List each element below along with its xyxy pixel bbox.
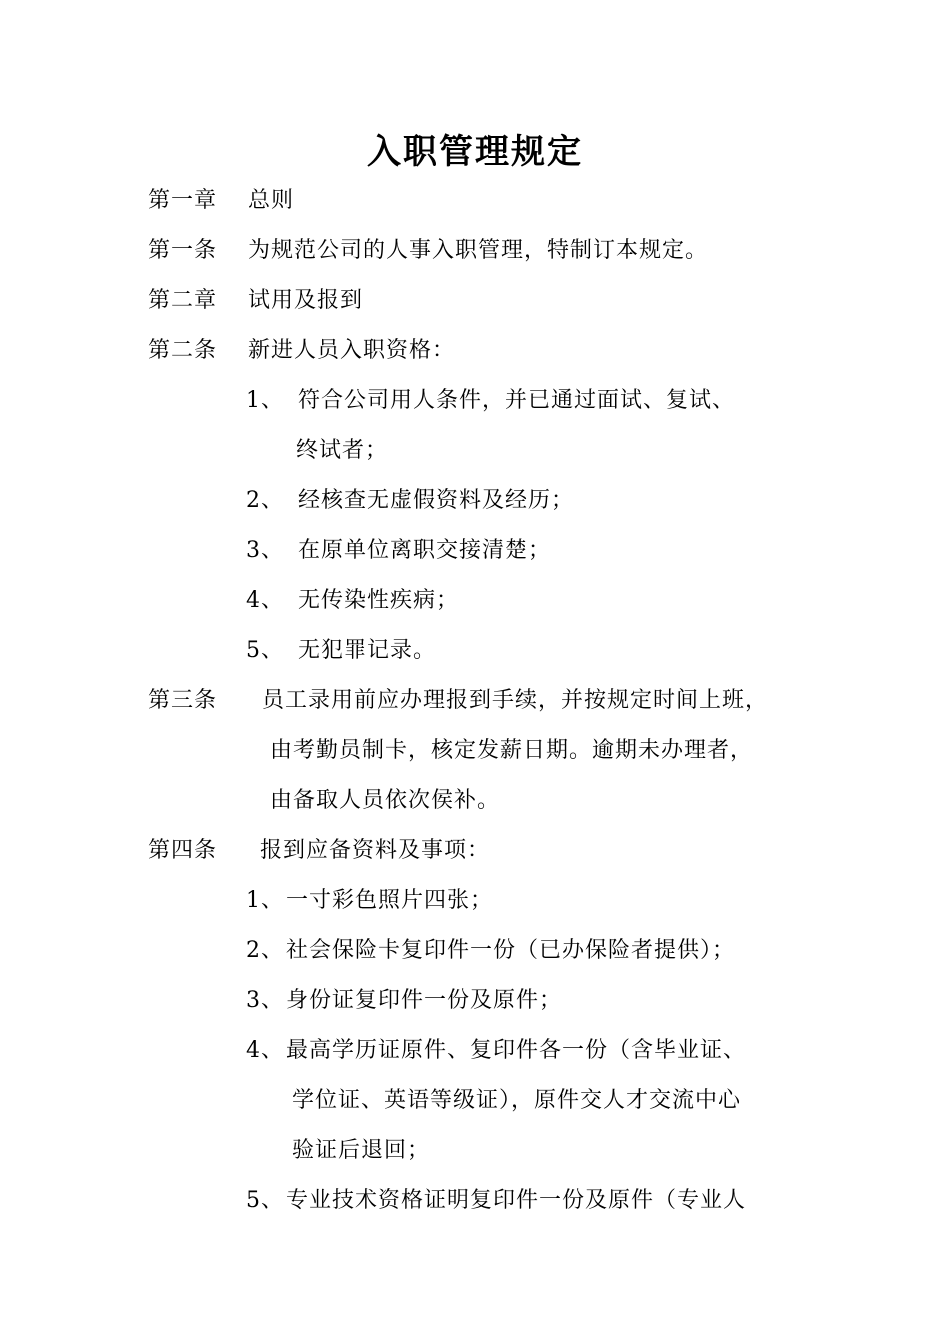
article-4-item-4-number: 4、 xyxy=(246,1038,284,1063)
article-2-item-1-number: 1、 xyxy=(246,388,284,413)
article-3-line-3: 由备取人员依次侯补。 xyxy=(270,788,501,813)
article-4-item-4-line-3: 验证后退回； xyxy=(292,1138,431,1163)
article-4-item-2-number: 2、 xyxy=(246,938,284,963)
article-4-item-1-number: 1、 xyxy=(246,888,284,913)
article-2-item-3-line-1: 在原单位离职交接清楚； xyxy=(298,538,552,563)
article-4-item-1-line-1: 一寸彩色照片四张； xyxy=(286,888,494,913)
article-3-line-2: 由考勤员制卡，核定发薪日期。逾期未办理者， xyxy=(270,738,754,763)
article-4-item-4-line-2: 学位证、英语等级证），原件交人才交流中心 xyxy=(292,1088,742,1113)
article-2-item-5-number: 5、 xyxy=(246,638,284,663)
article-1-label: 第一条 xyxy=(148,238,218,263)
article-4-item-4-line-1: 最高学历证原件、复印件各一份（含毕业证、 xyxy=(286,1038,747,1063)
article-4-item-5-number: 5、 xyxy=(246,1188,284,1213)
chapter-1-label: 第一章 xyxy=(148,188,218,213)
article-2-item-4-line-1: 无传染性疾病； xyxy=(298,588,460,613)
document-title: 入职管理规定 xyxy=(367,132,583,172)
article-2-item-2-number: 2、 xyxy=(246,488,284,513)
article-4-item-3-number: 3、 xyxy=(246,988,284,1013)
article-2-intro: 新进人员入职资格： xyxy=(248,338,456,363)
article-2-item-2-line-1: 经核查无虚假资料及经历； xyxy=(298,488,575,513)
article-3-label: 第三条 xyxy=(148,688,218,713)
article-2-label: 第二条 xyxy=(148,338,218,363)
article-2-item-5-line-1: 无犯罪记录。 xyxy=(298,638,437,663)
chapter-1-title: 总则 xyxy=(248,188,295,213)
article-2-item-1-line-2: 终试者； xyxy=(296,438,389,463)
article-4-label: 第四条 xyxy=(148,838,218,863)
article-4-item-3-line-1: 身份证复印件一份及原件； xyxy=(286,988,563,1013)
chapter-2-title: 试用及报到 xyxy=(248,288,364,313)
article-2-item-4-number: 4、 xyxy=(246,588,284,613)
article-1-text: 为规范公司的人事入职管理，特制订本规定。 xyxy=(248,238,709,263)
article-2-item-1-line-1: 符合公司用人条件，并已通过面试、复试、 xyxy=(298,388,736,413)
article-4-item-5-line-1: 专业技术资格证明复印件一份及原件（专业人 xyxy=(286,1188,747,1213)
article-3-line-1: 员工录用前应办理报到手续，并按规定时间上班， xyxy=(262,688,769,713)
article-4-intro: 报到应备资料及事项： xyxy=(260,838,491,863)
chapter-2-label: 第二章 xyxy=(148,288,218,313)
article-4-item-2-line-1: 社会保险卡复印件一份（已办保险者提供）； xyxy=(286,938,736,963)
article-2-item-3-number: 3、 xyxy=(246,538,284,563)
